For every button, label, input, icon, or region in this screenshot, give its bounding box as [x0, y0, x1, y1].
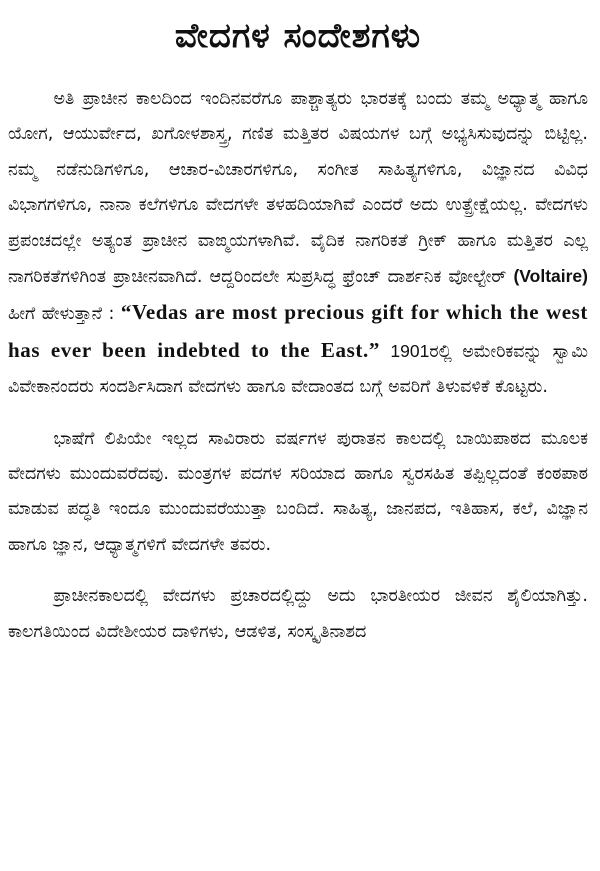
- year-number: 1901: [390, 340, 430, 361]
- paragraph-1-text-c: ರಲ್ಲಿ ಅಮೇರಿಕವನ್ನು ಸ್ವಾಮಿ ವಿವೇಕಾನಂದರು ಸಂದರ್ಶಿಸಿದಾಗ ವೇದಗಳು ಹಾಗೂ ವೇದಾಂತದ ಬಗ್ಗೆ ಅವರಿಗೆ ತಿಳುವಳಿಕೆ ಕೊಟ್ಟರು.: [8, 341, 588, 398]
- page-title: ವೇದಗಳ ಸಂದೇಶಗಳು: [174, 16, 422, 56]
- voltaire-name: (Voltaire): [513, 266, 588, 287]
- english-quote: “Vedas are most precious gift for which the west has ever been indebted to the East.”: [8, 300, 588, 362]
- paragraph-1: [8, 82, 588, 406]
- paragraph-3: ಪ್ರಾಚೀನಕಾಲದಲ್ಲಿ ವೇದಗಳು ಪ್ರಚಾರದಲ್ಲಿದ್ದು ಅದು ಭಾರತೀಯರ ಜೀವನ ಶೈಲಿಯಾಗಿತ್ತು. ಕಾಲಗತಿಯಿಂದ ವಿದೇಶೀಯರ ದಾಳಿಗಳು, ಆಡಳಿತ, ಸಂಸ್ಕೃತಿನಾಶದ: [8, 586, 588, 642]
- paragraph-1-text-a: ಅತಿ ಪ್ರಾಚೀನ ಕಾಲದಿಂದ ಇಂದಿನವರೆಗೂ ಪಾಶ್ಚಾತ್ಯರು ಭಾರತಕ್ಕೆ ಬಂದು ತಮ್ಮ ಅಧ್ಯಾತ್ಮ ಹಾಗೂ ಯೋಗ, ಆಯುರ್ವೇದ, ಖಗೋಳಶಾಸ್ತ್ರ, ಗಣಿತ ಮತ್ತಿತರ ವಿಷಯಗಳ ಬಗ್ಗೆ ಅಭ್ಯಸಿಸುವುದನ್ನು ಬಿಟ್ಟಿಲ್ಲ. ನಮ್ಮ ನಡೆನುಡಿಗಳಿಗೂ, ಆಚಾರ-ವಿಚಾರಗಳಿಗೂ, ಸಂಗೀತ ಸಾಹಿತ್ಯಗಳಿಗೂ, ವಿಜ್ಞಾನದ ವಿವಿಧ ವಿಭಾಗಗಳಿಗೂ, ನಾನಾ ಕಲೆಗಳಿಗೂ ವೇದಗಳೇ ತಳಹದಿಯಾಗಿವೆ ಎಂದರೆ ಅದು ಉತ್ಪ್ರೇಕ್ಷೆಯಲ್ಲ. ವೇದಗಳು ಪ್ರಪಂಚದಲ್ಲೇ ಅತ್ಯಂತ ಪ್ರಾಚೀನ ವಾಙ್ಮಯಗಳಾಗಿವೆ. ವೈದಿಕ ನಾಗರಿಕತೆ ಗ್ರೀಕ್ ಹಾಗೂ ಮತ್ತಿತರ ಎಲ್ಲ ನಾಗರಿಕತೆಗಳಿಗಿಂತ ಪ್ರಾಚೀನವಾಗಿದೆ. ಆದ್ದರಿಂದಲೇ ಸುಪ್ರಸಿದ್ಧ ಫ್ರೆಂಚ್ ದಾರ್ಶನಿಕ ವೋಲ್ಟೇರ್: [8, 89, 588, 288]
- paragraph-1-text-b: ಹೀಗೆ ಹೇಳುತ್ತಾನೆ :: [8, 304, 115, 325]
- paragraph-2: ಭಾಷೆಗೆ ಲಿಪಿಯೇ ಇಲ್ಲದ ಸಾವಿರಾರು ವರ್ಷಗಳ ಪುರಾತನ ಕಾಲದಲ್ಲಿ ಬಾಯಿಪಾಠದ ಮೂಲಕ ವೇದಗಳು ಮುಂದುವರೆದವು. ಮಂತ್ರಗಳ ಪದಗಳ ಸರಿಯಾದ ಹಾಗೂ ಸ್ವರಸಹಿತ ತಪ್ಪಿಲ್ಲದಂತೆ ಕಂಠಪಾಠ ಮಾಡುವ ಪದ್ಧತಿ ಇಂದೂ ಮುಂದುವರೆಯುತ್ತಾ ಬಂದಿದೆ. ಸಾಹಿತ್ಯ, ಜಾನಪದ, ಇತಿಹಾಸ, ಕಲೆ, ವಿಜ್ಞಾನ ಹಾಗೂ ಜ್ಞಾನ, ಆಧ್ಯಾತ್ಮಗಳಿಗೆ ವೇದಗಳೇ ತವರು.: [8, 428, 588, 555]
